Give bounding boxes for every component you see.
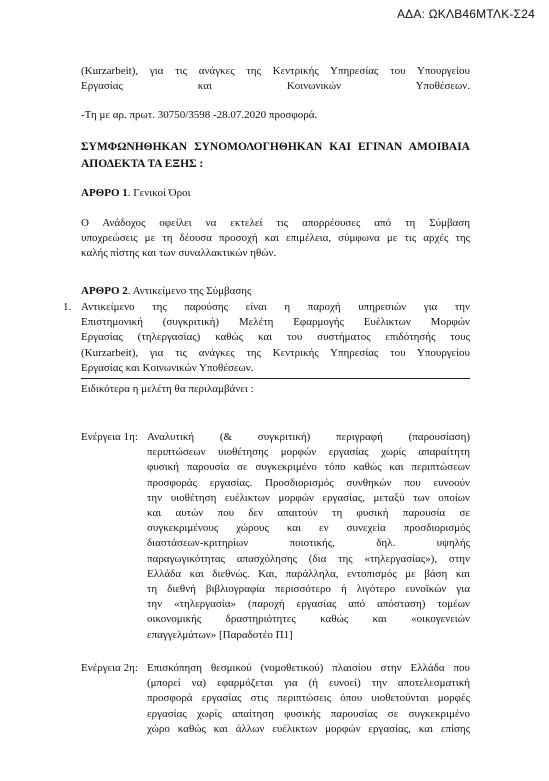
text-line: την «τηλεργασία» (παροχή εργασίας από απόσταση) τομέων [147,598,470,611]
text-line: υποχρεώσεις με τη δέουσα προσοχή και επιμέλεια, σύμφωνα με τις αρχές της [81,232,470,245]
text-line: Επιστημονική (συγκριτική) Μελέτη Εφαρμογής Ευέλικτων Μορφών [81,316,470,329]
activity-1-text [147,430,470,643]
text-line: Εργασίας και Κοινωνικών Υποθέσεων. [81,80,470,93]
article-2-heading [81,284,470,299]
text-line: καλής πίστης και των συναλλακτικών ηθών. [81,247,277,260]
text-line: χώρο καθώς και άλλων ευέλικτων μορφών εργασίας, και επίσης [147,722,470,735]
text-line: Ο Ανάδοχος οφείλει να εκτελεί τις απορρέουσες από τη Σύμβαση [81,217,470,229]
text-line: Εργασίας (τηλεργασίας) καθώς και του συστήματος επιδότησής τους [81,331,470,344]
text-line: προσφοράς εργασίας. Προσδιορισμός συνθηκών που ευνοούν [147,476,470,489]
text-line: φυσική παρουσία σε συγκεκριμένο τόπο καθώς και περιπτώσεων [147,461,470,474]
text-line: Εργασίας και Κοινωνικών Υποθέσεων. [81,361,254,374]
text-line: εργασίας χωρίς απαίτηση φυσικής παρουσίας σε συγκεκριμένο [147,707,470,720]
text-line: τη διεθνή βιβλιογραφία περισσότερο ή λιγότερο ευνοϊκών για [147,583,470,596]
text-line: και αυτών που δεν απαιτούν τη φυσική παρουσία σε [147,507,470,520]
text-line: -Τη με αρ. πρωτ. 30750/3598 -28.07.2020 προσφορά. [81,109,318,121]
article-1-heading [81,186,470,201]
text-line: Ελλάδα και διεθνώς. Και, παράλληλα, εντοπισμός με βάση και [147,567,470,580]
text-line: (Kurzarbeit), για τις ανάγκες της Κεντρικής Υπηρεσίας του Υπουργείου [81,65,470,77]
text-line: συγκεκριμένους χώρους και εν συνεχεία προσδιορισμός [147,522,470,535]
text-line: διαστάσεων-κριτηρίων ποιοτικής, δηλ. υψηλής [147,537,470,550]
divider-line [81,378,470,379]
text-line: Επισκόπηση θεσμικού (νομοθετικού) πλαισίου στην Ελλάδα που [147,662,470,674]
item-1-text [81,300,470,376]
text-line: παραγωγικότητας απασχόλησης (δια της «τηλεργασίας»), στην [147,552,470,565]
heading-line: ΣΥΜΦΩΝΗΘΗΚΑΝ ΣΥΝΟΜΟΛΟΓΗΘΗΚΑΝ ΚΑΙ ΕΓΙΝΑΝ ΑΜΟΙΒΑΙΑ [81,141,470,153]
item-number: 1. [63,301,72,313]
activity-2-text [147,661,470,737]
text-line: Ειδικότερα η μελέτη θα περιλαμβάνει : [81,383,254,395]
text-line: (Kurzarbeit), για τις ανάγκες της Κεντρικής Υπηρεσίας του Υπουργείου [81,346,470,359]
intro-text [81,382,470,397]
text-line: (μπορεί να) εφαρμόζεται για (ή ευνοεί) την αποτελεσματική [147,677,470,690]
heading-line: ΑΠΟΔΕΚΤΑ ΤΑ ΕΞΗΣ : [81,158,204,170]
article-2-label: ΑΡΘΡΟ 2 [81,285,128,297]
paragraph-kurzarbeit [81,64,470,94]
text-line: την υιοθέτηση ευέλικτων μορφών εργασίας, μεταξύ των οποίων [147,491,470,504]
text-line: περιπτώσεων υιοθέτησης μορφών εργασίας χωρίς απαραίτητη [147,446,470,459]
agreement-heading [81,139,470,173]
activity-1-label: Ενέργεια 1η: [81,431,138,443]
paragraph-offer [81,108,470,123]
ada-code: ΑΔΑ: ΩΚΛΒ46ΜΤΛΚ-Σ24 [396,7,535,21]
article-1-label: ΑΡΘΡΟ 1 [81,187,128,199]
text-line: οικονομικής δραστηριότητες καθώς και «οικογενειών [147,613,470,626]
activity-2-label: Ενέργεια 2η: [81,662,138,674]
article-1-text [81,216,470,262]
text-line: επαγγελμάτων» [Παραδοτέο Π1] [147,628,293,641]
text-line: Αναλυτική (& συγκριτική) περιγραφή (παρουσίαση) [147,431,470,443]
article-1-title: . Γενικοί Όροι [127,187,191,199]
text-line: Αντικείμενο της παρούσης είναι η παροχή υπηρεσιών για την [81,301,470,313]
article-2-title: . Αντικείμενο της Σύμβασης [127,285,252,297]
text-line: προσφορά εργασίας στις περιπτώσεις όπου υιοθετούνται μορφές [147,692,470,705]
